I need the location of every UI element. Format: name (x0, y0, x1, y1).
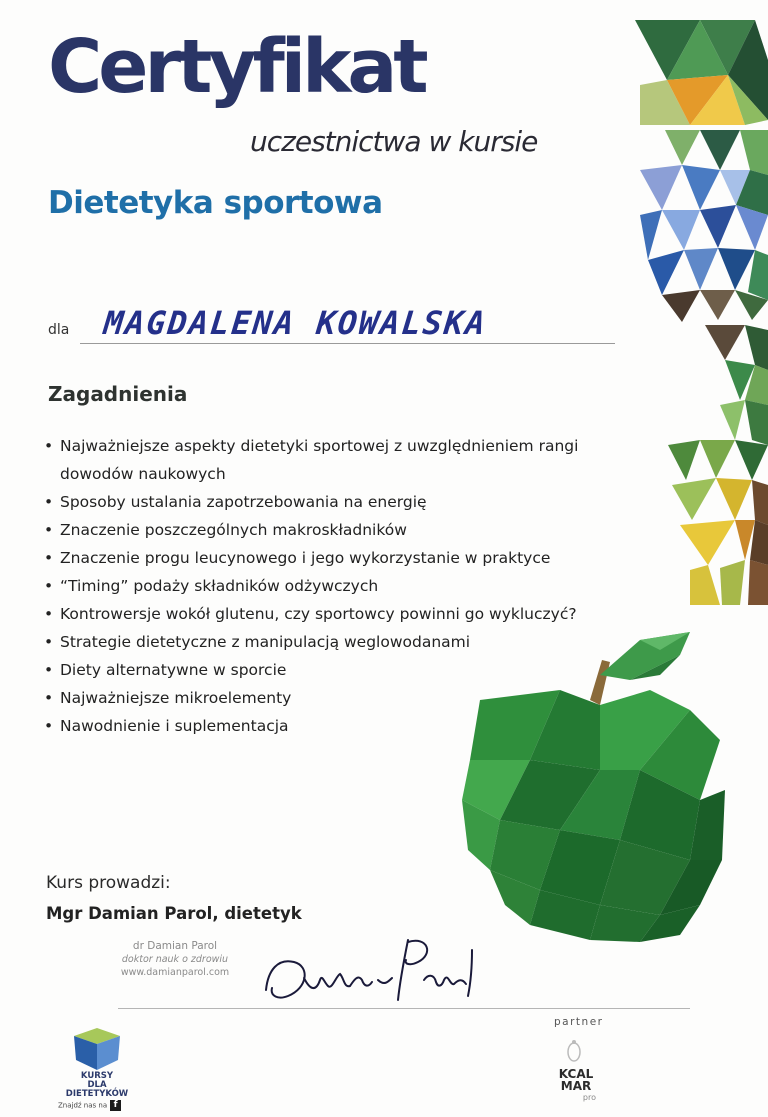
certificate-subtitle: uczestnictwa w kursie (250, 125, 538, 158)
topic-item-continuation: dowodów naukowych (60, 465, 226, 483)
instructor-name: Mgr Damian Parol, dietetyk (46, 904, 302, 923)
handwritten-signature (258, 930, 498, 1010)
topic-item: • Znaczenie poszczególnych makroskładników (44, 521, 407, 539)
topics-heading: Zagadnienia (48, 382, 188, 406)
topic-item: • Sposoby ustalania zapotrzebowania na energię (44, 493, 427, 511)
participant-name: MAGDALENA KOWALSKA (102, 304, 489, 342)
course-name: Dietetyka sportowa (48, 185, 383, 221)
topic-item: • Znaczenie progu leucynowego i jego wykorzystanie w praktyce (44, 549, 551, 567)
topic-item: • Kontrowersje wokół glutenu, czy sportowcy powinni go wykluczyć? (44, 605, 577, 623)
signature-line (118, 1008, 690, 1009)
topic-item: • Nawodnienie i suplementacja (44, 717, 289, 735)
stamp-degree: doktor nauk o zdrowiu (121, 954, 229, 965)
certificate-title: Certyfikat (48, 24, 425, 110)
instructor-label: Kurs prowadzi: (46, 873, 171, 893)
partner-logo-mark (552, 1036, 592, 1066)
topic-item: • Najważniejsze mikroelementy (44, 689, 292, 707)
recipient-label: dla (48, 322, 70, 338)
topic-item: • “Timing” podaży składników odżywczych (44, 577, 379, 595)
topic-item: • Diety alternatywne w sporcie (44, 661, 287, 679)
follow-text: Znajdź nas na (58, 1101, 108, 1110)
name-underline (80, 343, 615, 344)
partner-label: partner (554, 1016, 604, 1028)
stamp-website: www.damianparol.com (120, 967, 230, 978)
facebook-icon: f (110, 1100, 121, 1111)
instructor-stamp (110, 940, 240, 979)
kursy-dla-dietetykow-logo (52, 1026, 142, 1072)
topics-list (44, 432, 614, 740)
topic-item: • Najważniejsze aspekty dietetyki sportowej z uwzględnieniem rangi (44, 437, 579, 455)
social-follow (58, 1100, 121, 1111)
organizer-logo-text: KURSY DLA DIETETYKÓW (65, 1071, 129, 1099)
stamp-name: dr Damian Parol (132, 940, 218, 952)
topic-item: • Strategie dietetyczne z manipulacją weglowodanami (44, 633, 471, 651)
partner-logo-text: KCAL MAR pro (558, 1067, 596, 1102)
